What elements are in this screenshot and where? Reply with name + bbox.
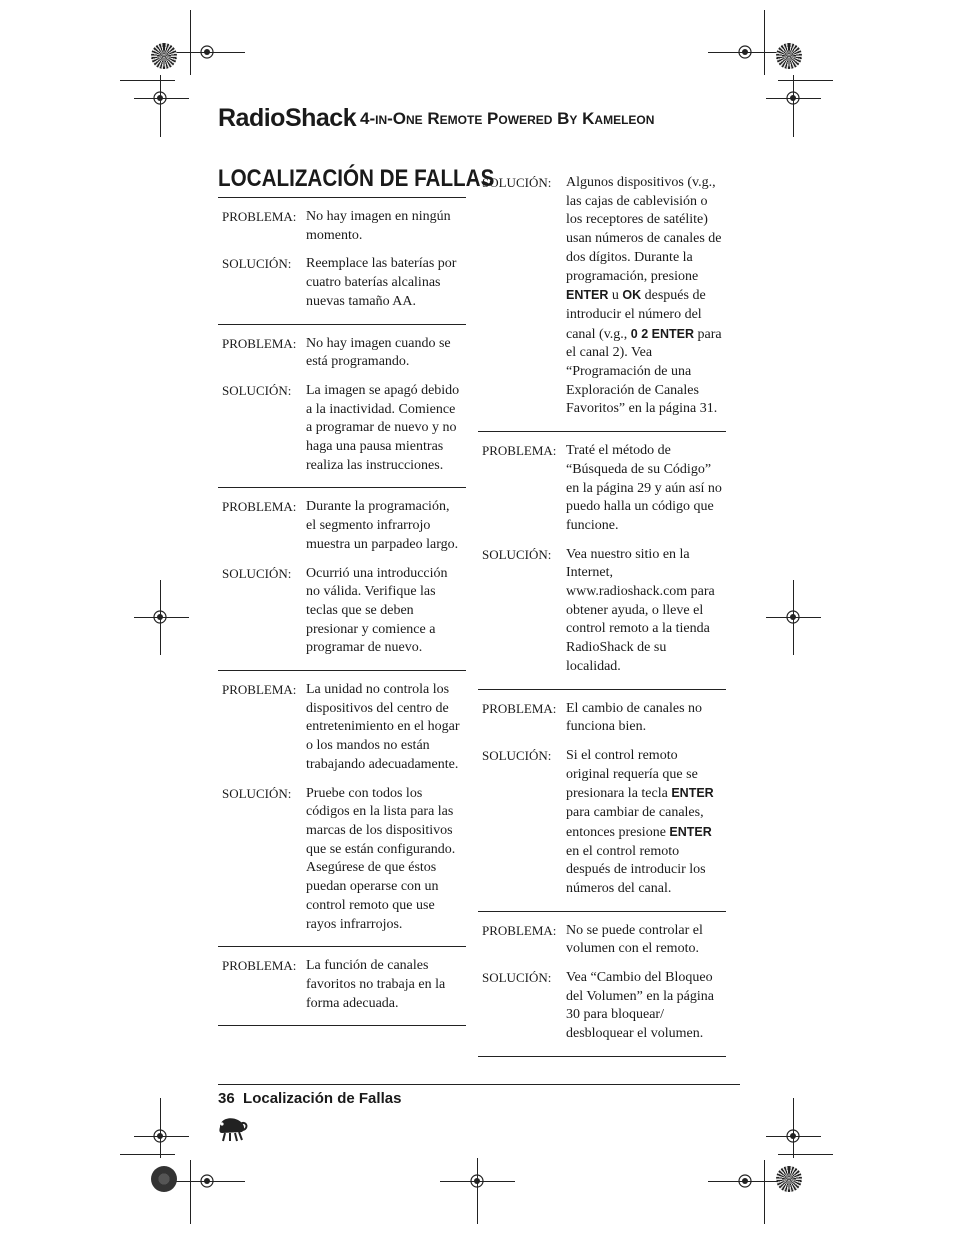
- brand-logo: RadioShack: [218, 104, 357, 132]
- problem-text: No se puede controlar el volumen con el remoto.: [566, 922, 703, 957]
- page-footer: [218, 1090, 401, 1107]
- crosshair-icon: [198, 1172, 216, 1190]
- registration-disc: [776, 43, 802, 69]
- problem-text: La función de canales favoritos no trabaja en la forma adecuada.: [306, 958, 446, 1011]
- problem-text: Durante la programación, el segmento infrarrojo muestra un parpadeo largo.: [306, 499, 459, 552]
- solution-text: La imagen se apagó debido a la inactividad. Comience a programar de nuevo y no haga una pausa mientras realiza las instrucciones.: [306, 382, 460, 473]
- solution-row: SOLUCIÓN: Vea nuestro sitio en la Internet, www.radioshack.com para obtener ayuda, o lleve el control remoto a la tienda RadioShack de su localidad.: [478, 546, 726, 677]
- solution-text: Pruebe con todos los códigos en la lista para las marcas de los dispositivos que se están configurando. Asegúrese de que éstos puedan operarse con un control remoto que use rayos infrarrojos.: [306, 785, 456, 932]
- problem-row: PROBLEMA: Traté el método de “Búsqueda de su Código” en la página 29 y aún así no puedo halla un código que funcione.: [478, 442, 726, 536]
- problem-row: PROBLEMA: Durante la programación, el segmento infrarrojo muestra un parpadeo largo.: [218, 498, 466, 554]
- crosshair-icon: [736, 1172, 754, 1190]
- solution-row: SOLUCIÓN: Pruebe con todos los códigos en la lista para las marcas de los dispositivos que se están configurando. Asegúrese de que éstos puedan operarse con un control remoto que use rayos infrarrojos.: [218, 785, 466, 935]
- problem-row: PROBLEMA: No hay imagen cuando se está programando.: [218, 335, 466, 372]
- footer-section: Localización de Fallas: [243, 1090, 402, 1107]
- crosshair-icon: [784, 608, 802, 626]
- page-title: LOCALIZACIÓN DE FALLAS: [218, 165, 495, 192]
- problem-text: La unidad no controla los dispositivos del centro de entretenimiento en el hogar o los mandos no están trabajando adecuadamente.: [306, 682, 460, 772]
- problem-row: PROBLEMA: No se puede controlar el volumen con el remoto.: [478, 922, 726, 959]
- header-subtitle: 4-in-One Remote Powered By Kameleon: [360, 109, 655, 128]
- problem-row: PROBLEMA: No hay imagen en ningún momento.: [218, 208, 466, 245]
- crosshair-icon: [151, 89, 169, 107]
- solution-text: Ocurrió una introducción no válida. Verifique las teclas que se deben presionar y comience a programar de nuevo.: [306, 565, 448, 656]
- solution-text: Vea “Cambio del Bloqueo del Volumen” en la página 30 para bloquear/ desbloquear el volumen.: [566, 970, 714, 1042]
- crosshair-icon: [736, 43, 754, 61]
- registration-disc: [151, 1166, 177, 1192]
- crosshair-icon: [784, 1127, 802, 1145]
- crosshair-icon: [151, 608, 169, 626]
- problem-text: No hay imagen en ningún momento.: [306, 209, 451, 243]
- footer-rule: [218, 1084, 740, 1085]
- solution-row: SOLUCIÓN: Ocurrió una introducción no válida. Verifique las teclas que se deben presionar y comience a programar de nuevo.: [218, 565, 466, 659]
- ok-key: OK: [622, 288, 642, 303]
- chameleon-icon: [214, 1113, 248, 1143]
- crosshair-icon: [198, 43, 216, 61]
- crosshair-icon: [784, 89, 802, 107]
- problem-text: El cambio de canales no funciona bien.: [566, 700, 703, 735]
- solution-text: Algunos dispositivos (v.g., las cajas de cablevisión o los receptores de satélite) usan números de canales de dos dígitos. Durante la programación, presione ENTER u OK después de introducir el número del canal (v.g., 0 2 ENTER para el canal 2). Vea “Programación de una Exploración de Canales Favoritos” en la página 31.: [566, 175, 722, 417]
- crosshair-icon: [468, 1172, 486, 1190]
- problem-row: PROBLEMA: El cambio de canales no funciona bien.: [478, 700, 726, 737]
- right-column: [478, 174, 726, 1057]
- page-number: 36: [218, 1090, 235, 1107]
- problem-text: Traté el método de “Búsqueda de su Código” en la página 29 y aún así no puedo halla un código que funcione.: [566, 443, 722, 533]
- problem-row: PROBLEMA: La unidad no controla los dispositivos del centro de entretenimiento en el hogar o los mandos no están trabajando adecuadamente.: [218, 681, 466, 775]
- solution-text: Si el control remoto original requería que se presionara la tecla ENTER para cambiar de canales, entonces presione ENTER en el control remoto después de introducir los números del canal.: [566, 747, 714, 896]
- solution-row: SOLUCIÓN: Si el control remoto original requería que se presionara la tecla ENTER para cambiar de canales, entonces presione ENTER en el control remoto después de introducir los números del canal.: [478, 747, 726, 899]
- enter-key: ENTER: [566, 288, 609, 303]
- enter-key: ENTER: [671, 786, 714, 801]
- problem-row: PROBLEMA: La función de canales favoritos no trabaja en la forma adecuada.: [218, 957, 466, 1013]
- solution-row: SOLUCIÓN: Vea “Cambio del Bloqueo del Volumen” en la página 30 para bloquear/ desbloquear el volumen.: [478, 969, 726, 1044]
- problem-text: No hay imagen cuando se está programando.: [306, 335, 451, 370]
- crosshair-icon: [151, 1127, 169, 1145]
- enter-key: ENTER: [669, 824, 712, 839]
- registration-disc: [776, 1166, 802, 1192]
- solution-row: SOLUCIÓN: La imagen se apagó debido a la inactividad. Comience a programar de nuevo y no haga una pausa mientras realiza las instrucciones.: [218, 382, 466, 476]
- key-sequence: 0 2 ENTER: [630, 326, 695, 341]
- solution-text: Reemplace las baterías por cuatro baterías alcalinas nuevas tamaño AA.: [306, 256, 457, 309]
- solution-text: Vea nuestro sitio en la Internet, www.radioshack.com para obtener ayuda, o lleve el control remoto a la tienda RadioShack de su localidad.: [566, 546, 715, 674]
- registration-disc: [151, 43, 177, 69]
- left-column: [218, 197, 466, 1026]
- solution-row: SOLUCIÓN: Algunos dispositivos (v.g., las cajas de cablevisión o los receptores de satélite) usan números de canales de dos dígitos. Durante la programación, presione ENTER u OK después de introducir el número del canal (v.g., 0 2 ENTER para el canal 2). Vea “Programación de una Exploración de Canales Favoritos” en la página 31.: [478, 174, 726, 419]
- solution-row: SOLUCIÓN: Reemplace las baterías por cuatro baterías alcalinas nuevas tamaño AA.: [218, 255, 466, 311]
